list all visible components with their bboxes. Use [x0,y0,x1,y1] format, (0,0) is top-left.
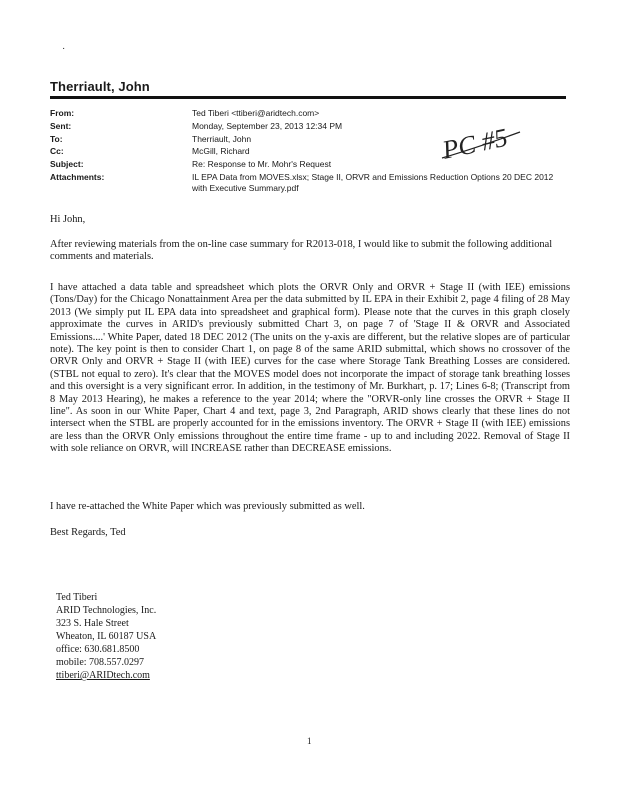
to-value: Therriault, John [192,134,252,144]
stray-mark: · [62,43,66,54]
handwritten-note [436,108,526,168]
attachments-value: IL EPA Data from MOVES.xlsx; Stage II, ORVR and Emissions Reduction Options 20 DEC 2012 with Executive Summary.pdf [192,172,554,193]
greeting: Hi John, [50,214,86,225]
cc-value: McGill, Richard [192,146,250,156]
signature-mobile-phone: mobile: 708.557.0297 [56,657,145,668]
attachments-label: Attachments: [50,172,105,182]
reattach-paragraph: I have re-attached the White Paper which was previously submitted as well. [50,501,365,512]
from-label: From: [50,108,75,118]
closing: Best Regards, Ted [50,527,126,538]
sent-label: Sent: [50,121,72,131]
signature-name: Ted Tiberi [56,592,98,603]
header-divider [50,96,566,99]
from-value: Ted Tiberi <ttiberi@aridtech.com> [192,108,320,118]
cc-label: Cc: [50,146,64,156]
intro-paragraph: After reviewing materials from the on-line case summary for R2013-018, I would like to submit the following additional comments and materials. [50,239,553,263]
subject-label: Subject: [50,159,84,169]
signature-office-phone: office: 630.681.8500 [56,644,140,655]
to-label: To: [50,134,63,144]
page-number: 1 [307,736,312,746]
signature-email-link[interactable]: ttiberi@ARIDtech.com [56,670,150,681]
signature-city: Wheaton, IL 60187 USA [56,631,157,642]
signature-email [56,670,150,683]
main-paragraph: I have attached a data table and spreadsheet which plots the ORVR Only and ORVR + Stage II (with IEE) emissions (Tons/Day) for the Chicago Nonattainment Area per the data submitted by IL EPA in their Exhibit 2, page 4 filing of 28 May 2013 (We simply put IL EPA data into spreadsheet and graphical form). Please note that the curves in this graph closely approximate the curves in ARID's previously submitted Chart 3, on page 7 of 'Stage II & ORVR and Associated Emissions....' White Paper, dated 18 DEC 2012 (The units on the y-axis are different, but the relative slopes are of particular note). The key point is then to consider Chart 1, on page 8 of the same ARID submittal, which shows no crossover of the ORVR Only and ORVR + Stage II (with IEE) curves for the case where Storage Tank Breathing Losses are considered. (STBL not equal to zero). It's clear that the MOVES model does not incorporate the impact of storage tank breathing losses and this oversight is a very significant error. In addition, in the testimony of Mr. Burkhart, p. 17; Lines 6-8; (Transcript from 8 May 2013 Hearing), he makes a reference to the year 2014; where the "ORVR-only line crosses the ORVR + Stage II line". As soon in our White Paper, Chart 4 and text, page 3, 2nd Paragraph, ARID shows clearly that these lines do not intersect when the STBL are properly accounted for in the emissions inventory. The ORVR + Stage II (with IEE) emissions are less than the ORVR Only emissions throughout the entire time frame - up to and including 2022. Removal of Stage II with sole reliance on ORVR, will INCREASE rather than DECREASE emissions. [50,282,570,455]
subject-value: Re: Response to Mr. Mohr's Request [192,159,332,169]
handwritten-note-text: PC #5 [439,122,511,165]
signature-company: ARID Technologies, Inc. [56,605,157,616]
sent-value: Monday, September 23, 2013 12:34 PM [192,121,343,131]
signature-street: 323 S. Hale Street [56,618,129,629]
mailbox-owner-name: Therriault, John [50,79,150,94]
